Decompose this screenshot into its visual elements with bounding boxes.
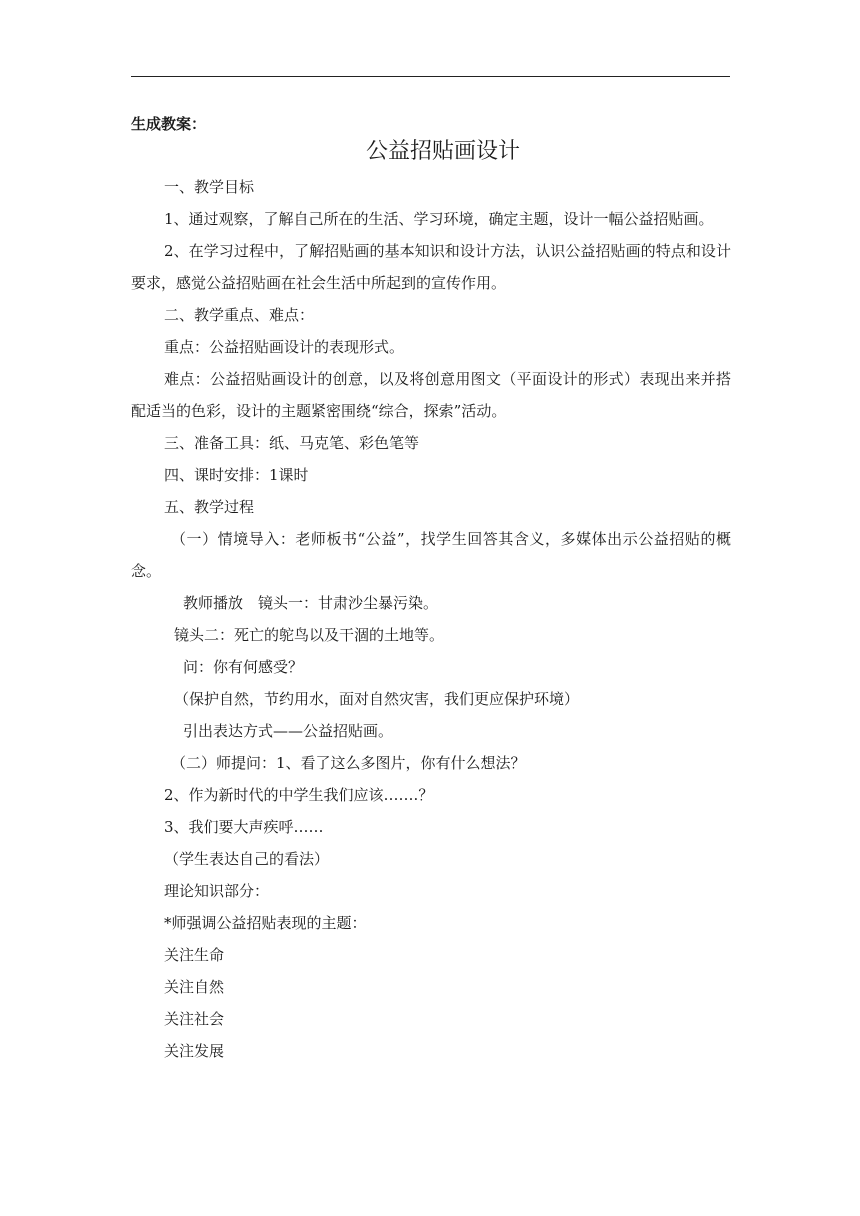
tools: 三、准备工具：纸、马克笔、彩色笔等 [164,434,420,452]
student-views: （学生表达自己的看法） [164,850,330,868]
theme-development: 关注发展 [164,1042,225,1060]
section-label: 生成教案： [131,115,207,133]
theme-nature: 关注自然 [164,978,225,996]
theme-life: 关注生命 [164,946,225,964]
document-body [131,108,731,1067]
question-2: 2、作为新时代的中学生我们应该…….？ [164,786,434,804]
process-intro: （一）情境导入：老师板书“公益”，找学生回答其含义，多媒体出示公益招贴的概念。 [131,530,731,580]
document-title: 公益招贴画设计 [365,139,520,164]
objective-1: 1、通过观察，了解自己所在的生活、学习环境，确定主题，设计一幅公益招贴画。 [164,210,714,228]
answer: （保护自然，节约用水，面对自然灾害，我们更应保护环境） [174,690,580,708]
key-point: 重点：公益招贴画设计的表现形式。 [164,338,405,356]
question-3: 3、我们要大声疾呼…… [164,818,324,836]
theme-society: 关注社会 [164,1010,225,1028]
question: 问：你有何感受？ [183,658,304,676]
shot-two: 镜头二：死亡的鸵鸟以及干涸的土地等。 [174,626,445,644]
heading-key-points: 二、教学重点、难点： [164,306,315,324]
header-rule [131,76,730,77]
difficult-point: 难点：公益招贴画设计的创意，以及将创意用图文（平面设计的形式）表现出来并搭配适当的色彩，设计的主题紧密围绕“综合，探索”活动。 [131,370,731,420]
heading-objectives: 一、教学目标 [164,178,255,196]
heading-process: 五、教学过程 [164,498,255,516]
theory-section: 理论知识部分： [164,882,270,900]
schedule: 四、课时安排：1课时 [164,466,309,484]
teacher-plays: 教师播放 镜头一：甘肃沙尘暴污染。 [183,594,439,612]
objective-2: 2、在学习过程中，了解招贴画的基本知识和设计方法，认识公益招贴画的特点和设计要求，感觉公益招贴画在社会生活中所起到的宣传作用。 [131,242,731,292]
teacher-questions: （二）师提问：1、看了这么多图片，你有什么想法？ [171,754,526,772]
lead-out: 引出表达方式——公益招贴画。 [183,722,394,740]
theme-emphasis: *师强调公益招贴表现的主题： [164,914,367,932]
